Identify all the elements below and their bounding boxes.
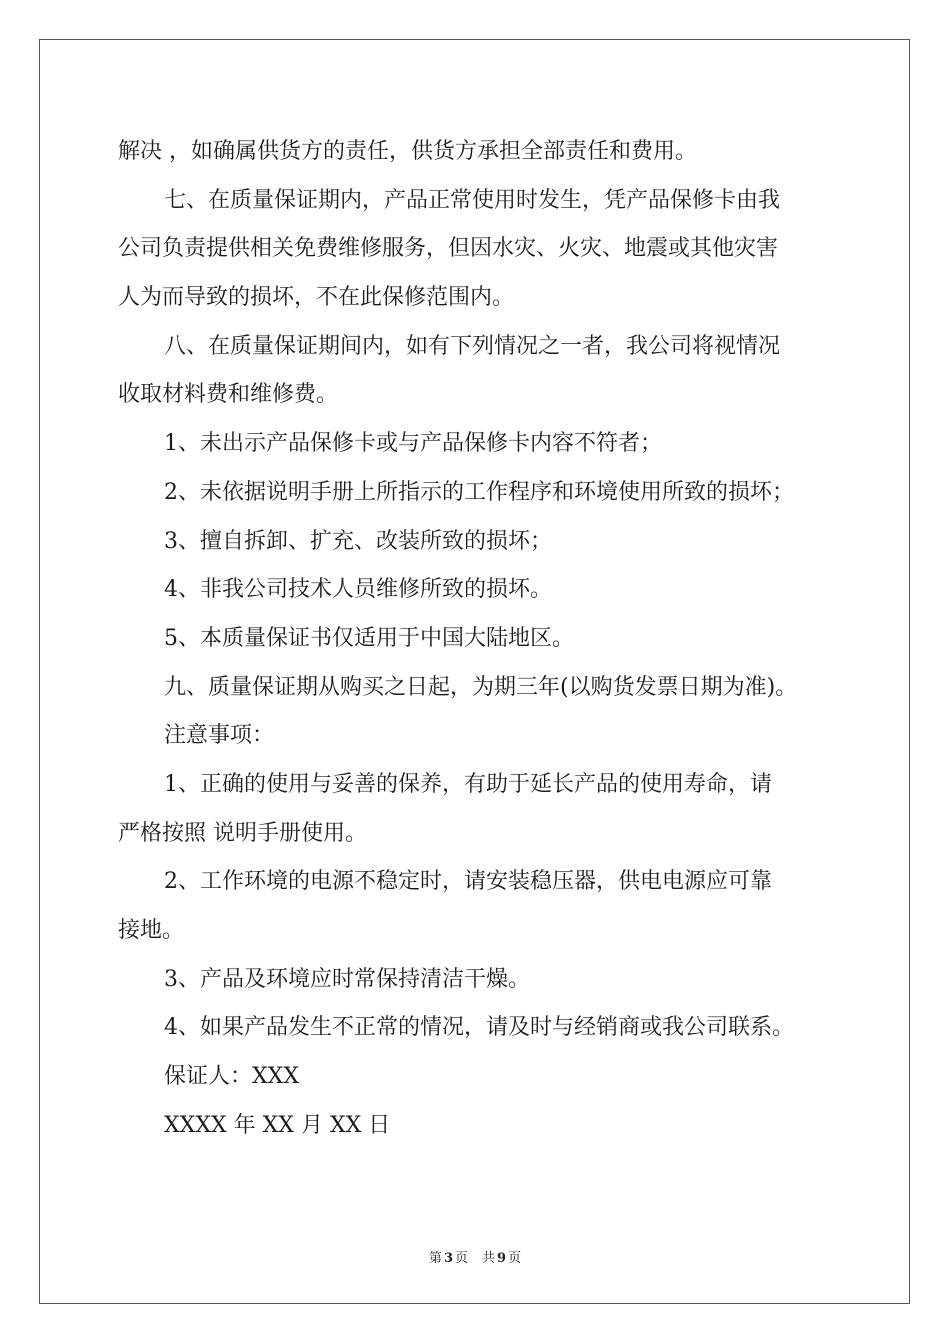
footer-total-pages: 9 [497, 1251, 507, 1266]
text-line: 收取材料费和维修费。 [118, 382, 339, 408]
footer-page-number: 3 [443, 1251, 453, 1266]
footer-page-suffix: 页 [454, 1251, 468, 1266]
text-line: XXXX 年 XX 月 XX 日 [164, 1112, 391, 1138]
footer-total-prefix: 共 [482, 1251, 496, 1266]
text-line: 注意事项： [164, 723, 275, 749]
text-line: 九、质量保证期从购买之日起，为期三年(以购货发票日期为准)。 [164, 674, 798, 700]
text-line: 八、在质量保证期间内，如有下列情况之一者，我公司将视情况 [164, 333, 781, 359]
page-footer [0, 1247, 950, 1266]
footer-prefix: 第 [428, 1251, 442, 1266]
text-line: 3、产品及环境应时常保持清洁干燥。 [164, 966, 530, 992]
text-line: 5、本质量保证书仅适用于中国大陆地区。 [164, 625, 574, 651]
text-line: 人为而导致的损坏，不在此保修范围内。 [118, 285, 515, 311]
text-line: 公司负责提供相关免费维修服务，但因水灾、火灾、地震或其他灾害 [118, 236, 779, 262]
text-line: 1、正确的使用与妥善的保养，有助于延长产品的使用寿命，请 [164, 771, 772, 797]
text-line: 4、如果产品发生不正常的情况，请及时与经销商或我公司联系。 [164, 1015, 794, 1041]
text-line: 4、非我公司技术人员维修所致的损坏。 [164, 577, 552, 603]
text-line: 3、擅自拆卸、扩充、改装所致的损坏； [164, 528, 552, 554]
text-line: 严格按照 说明手册使用。 [118, 820, 367, 846]
text-line: 解决 ，如确属供货方的责任，供货方承担全部责任和费用。 [118, 139, 697, 164]
text-line: 保证人：XXX [164, 1064, 299, 1090]
text-line: 1、未出示产品保修卡或与产品保修卡内容不符者； [164, 431, 662, 457]
text-line: 2、工作环境的电源不稳定时，请安装稳压器，供电电源应可靠 [164, 869, 772, 895]
text-line: 接地。 [118, 918, 185, 943]
document-body [118, 128, 853, 1150]
text-line: 2、未依据说明手册上所指示的工作程序和环境使用所致的损坏； [164, 479, 794, 505]
footer-total-suffix: 页 [508, 1251, 522, 1266]
text-line: 七、在质量保证期内，产品正常使用时发生，凭产品保修卡由我 [164, 187, 781, 213]
